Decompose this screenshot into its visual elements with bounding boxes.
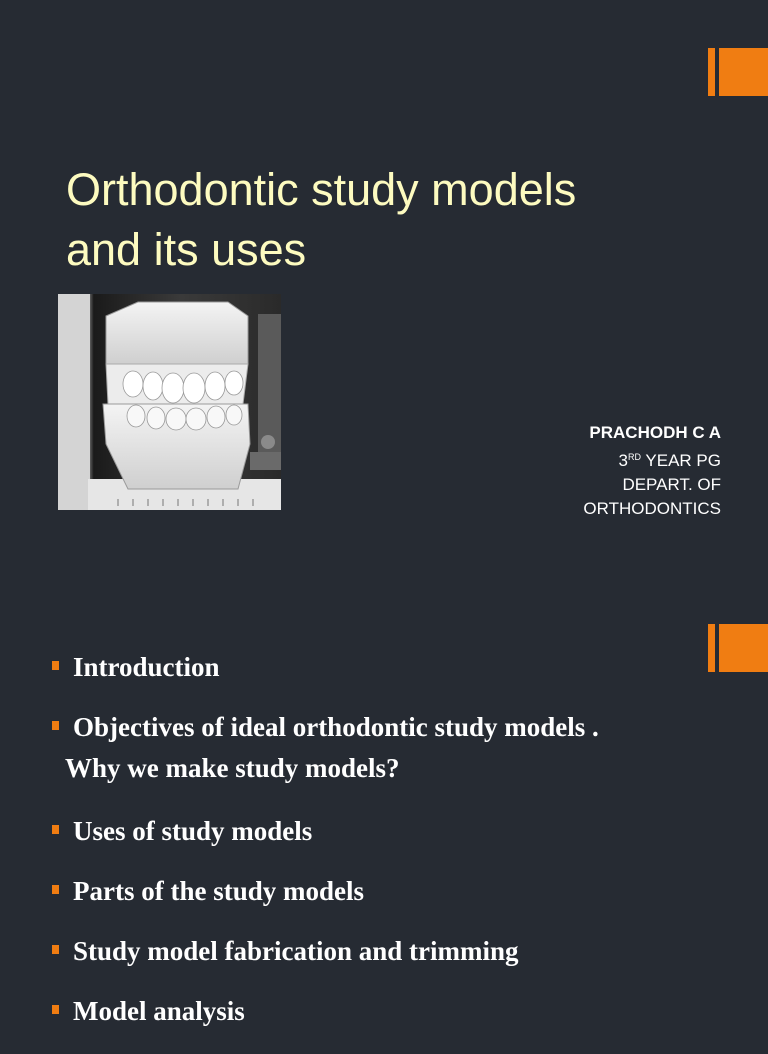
- author-name: PRACHODH C A: [589, 423, 721, 442]
- list-item: Study model fabrication and trimming: [52, 934, 599, 994]
- author-block: [583, 421, 721, 521]
- list-item: Introduction: [52, 650, 599, 710]
- slide-contents: [0, 576, 768, 1024]
- title-line-1: Orthodontic study models: [66, 164, 577, 215]
- bullet-icon: [52, 721, 59, 730]
- contents-list: [52, 650, 599, 1054]
- bullet-icon: [52, 945, 59, 954]
- bullet-icon: [52, 885, 59, 894]
- author-year: 3RD YEAR PG: [618, 451, 721, 470]
- list-item: Model analysis: [52, 994, 599, 1054]
- title-line-2: and its uses: [66, 224, 307, 275]
- author-dept-1: DEPART. OF: [622, 475, 721, 494]
- dental-cast-photo: [58, 294, 281, 510]
- bullet-icon: [52, 825, 59, 834]
- list-item: Objectives of ideal orthodontic study models .: [52, 710, 599, 762]
- author-dept-2: ORTHODONTICS: [583, 499, 721, 518]
- slide-title-heading: [66, 160, 706, 280]
- bullet-icon: [52, 1005, 59, 1014]
- accent-mark: [708, 624, 768, 672]
- list-item: Uses of study models: [52, 814, 599, 874]
- bullet-icon: [52, 661, 59, 670]
- list-item: Why we make study models?: [65, 753, 400, 783]
- list-item: Parts of the study models: [52, 874, 599, 934]
- accent-mark: [708, 48, 768, 96]
